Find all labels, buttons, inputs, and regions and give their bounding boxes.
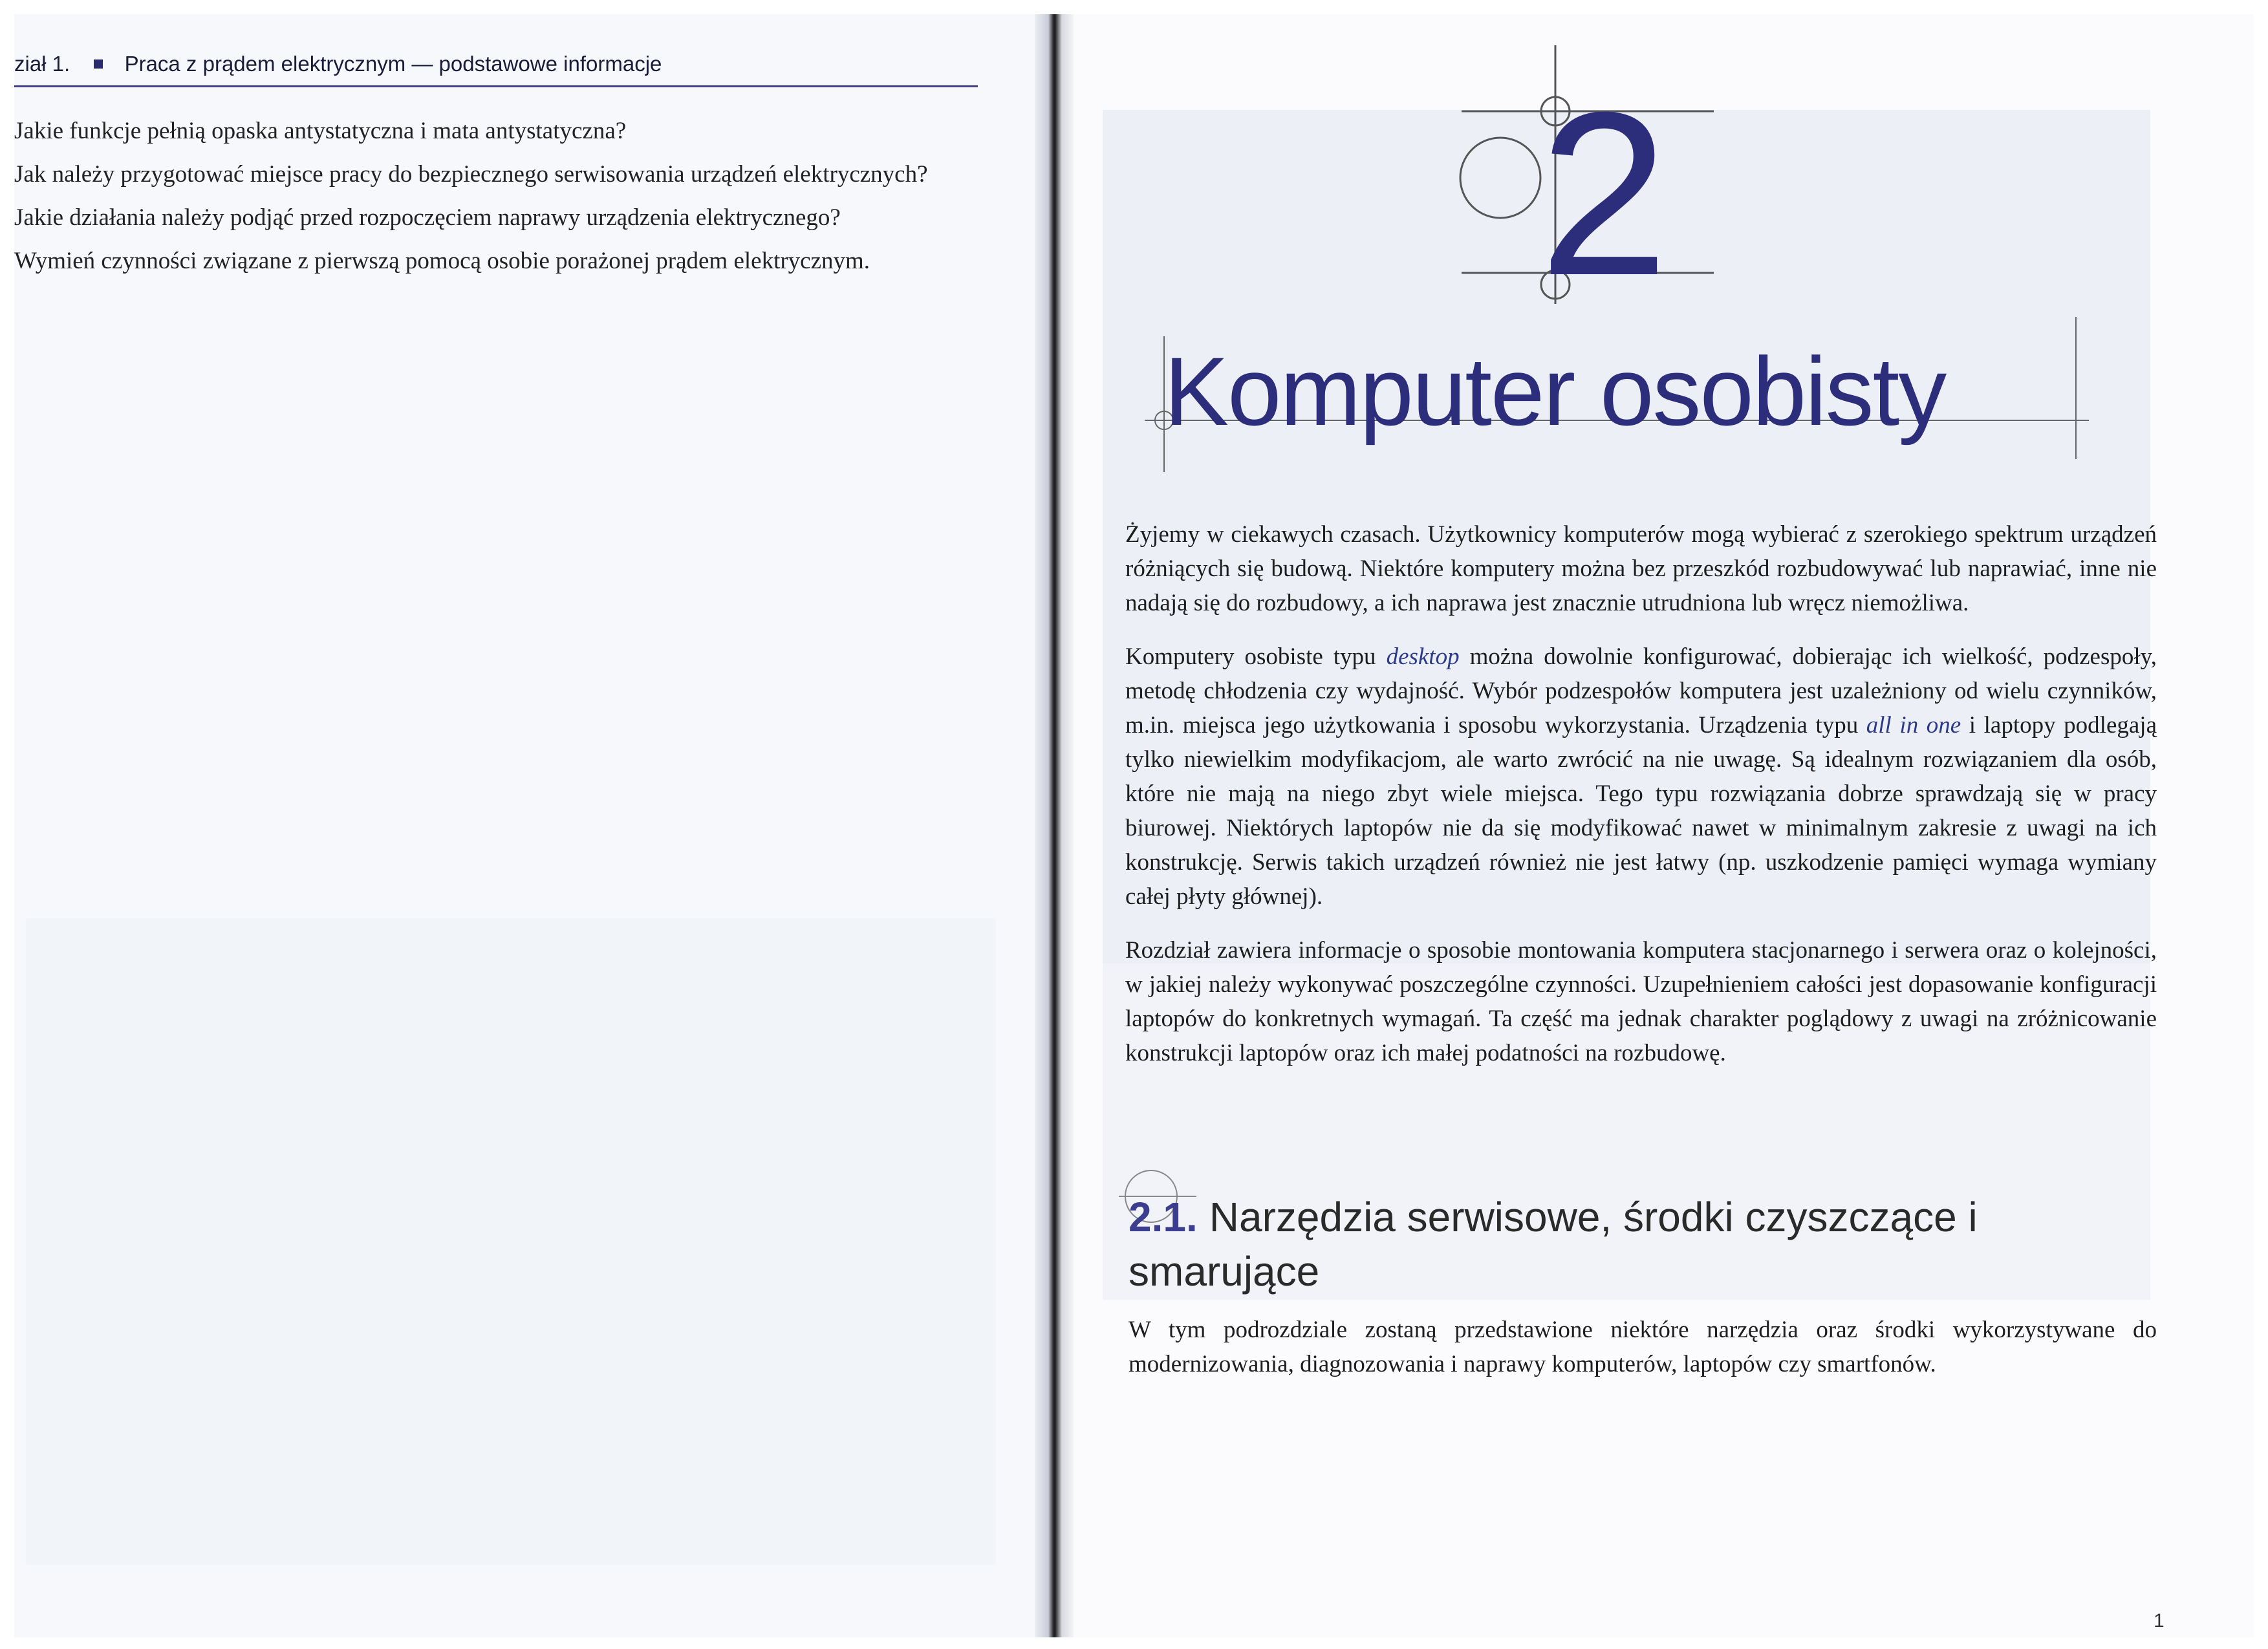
review-questions: [14, 113, 988, 286]
page-number: 1: [2154, 1610, 2165, 1632]
square-bullet-icon: [94, 59, 103, 69]
question-item: Wymień czynności związane z pierwszą pomocą osobie porażonej prądem elektrycznym.: [14, 248, 870, 274]
question-item: Jakie działania należy podjąć przed rozpoczęciem naprawy urządzenia elektrycznego?: [14, 204, 841, 231]
chapter-intro: [1125, 517, 2157, 1090]
term-desktop: desktop: [1386, 643, 1460, 670]
intro-paragraph: Żyjemy w ciekawych czasach. Użytkownicy komputerów mogą wybierać z szerokiego spektrum urządzeń różniących się budową. Niektóre komputery można bez przeszkód rozbudowywać lub naprawiać, inne nie nadają się do rozbudowy, a ich naprawa jest znacznie utrudniona lub wręcz niemożliwa.: [1125, 521, 2157, 616]
text-run: i laptopy podlegają tylko niewielkim modyfikacjom, ale warto zwrócić na nie uwagę. Są idealnym rozwiązaniem dla osób, które nie mają na niego zbyt wiele miejsca. Tego typu rozwiązania dobrze sprawdzają się w pracy biurowej. Niektórych laptopów nie da się modyfikować nawet w minimalnym zakresie z uwagi na ich konstrukcję. Serwis takich urządzeń również nie jest łatwy (np. uszkodzenie pamięci wymaga wymiany całej płyty głównej).: [1125, 712, 2157, 910]
running-head-chapter: ział 1.: [14, 52, 70, 76]
chapter-number: 2: [1539, 64, 1669, 324]
book-gutter: [1035, 14, 1074, 1637]
text-run: można dowolnie konfigurować, dobierając ich wielkość, podzespoły, metodę chłodzenia czy wydajność. Wybór podzespołów komputera jest uzależniony od wielu czynników, m.in. miejsca jego użytkowania i sposobu wykorzystania. Urządzenia typu: [1125, 643, 2157, 738]
running-head-title: Praca z prądem elektrycznym — podstawowe informacje: [124, 52, 662, 76]
section-number: 2.1.: [1129, 1194, 1198, 1240]
text-run: Komputery osobiste typu: [1125, 643, 1387, 670]
show-through-panel-left: [26, 918, 996, 1565]
chapter-title: Komputer osobisty: [1164, 337, 1946, 446]
intro-paragraph: [1125, 640, 2157, 914]
running-head: [14, 52, 978, 87]
section-heading: [1129, 1190, 2099, 1299]
question-item: Jak należy przygotować miejsce pracy do bezpiecznego serwisowania urządzeń elektrycznych?: [14, 161, 928, 188]
term-all-in-one: all in one: [1866, 712, 1961, 738]
intro-paragraph: Rozdział zawiera informacje o sposobie montowania komputera stacjonarnego i serwera oraz o kolejności, w jakiej należy wykonywać poszczególne czynności. Uzupełnieniem całości jest dopasowanie konfiguracji laptopów do konkretnych wymagań. Ta część ma jednak charakter poglądowy z uwagi na zróżnicowanie konstrukcji laptopów oraz ich małej podatności na rozbudowę.: [1125, 937, 2157, 1066]
section-title: Narzędzia serwisowe, środki czyszczące i smarujące: [1129, 1194, 1978, 1295]
question-item: Jakie funkcje pełnią opaska antystatyczna i mata antystatyczna?: [14, 118, 627, 144]
section-paragraph: W tym podrozdziale zostaną przedstawione niektóre narzędzia oraz środki wykorzystywane do modernizowania, diagnozowania i naprawy komputerów, laptopów czy smartfonów.: [1129, 1317, 2157, 1377]
